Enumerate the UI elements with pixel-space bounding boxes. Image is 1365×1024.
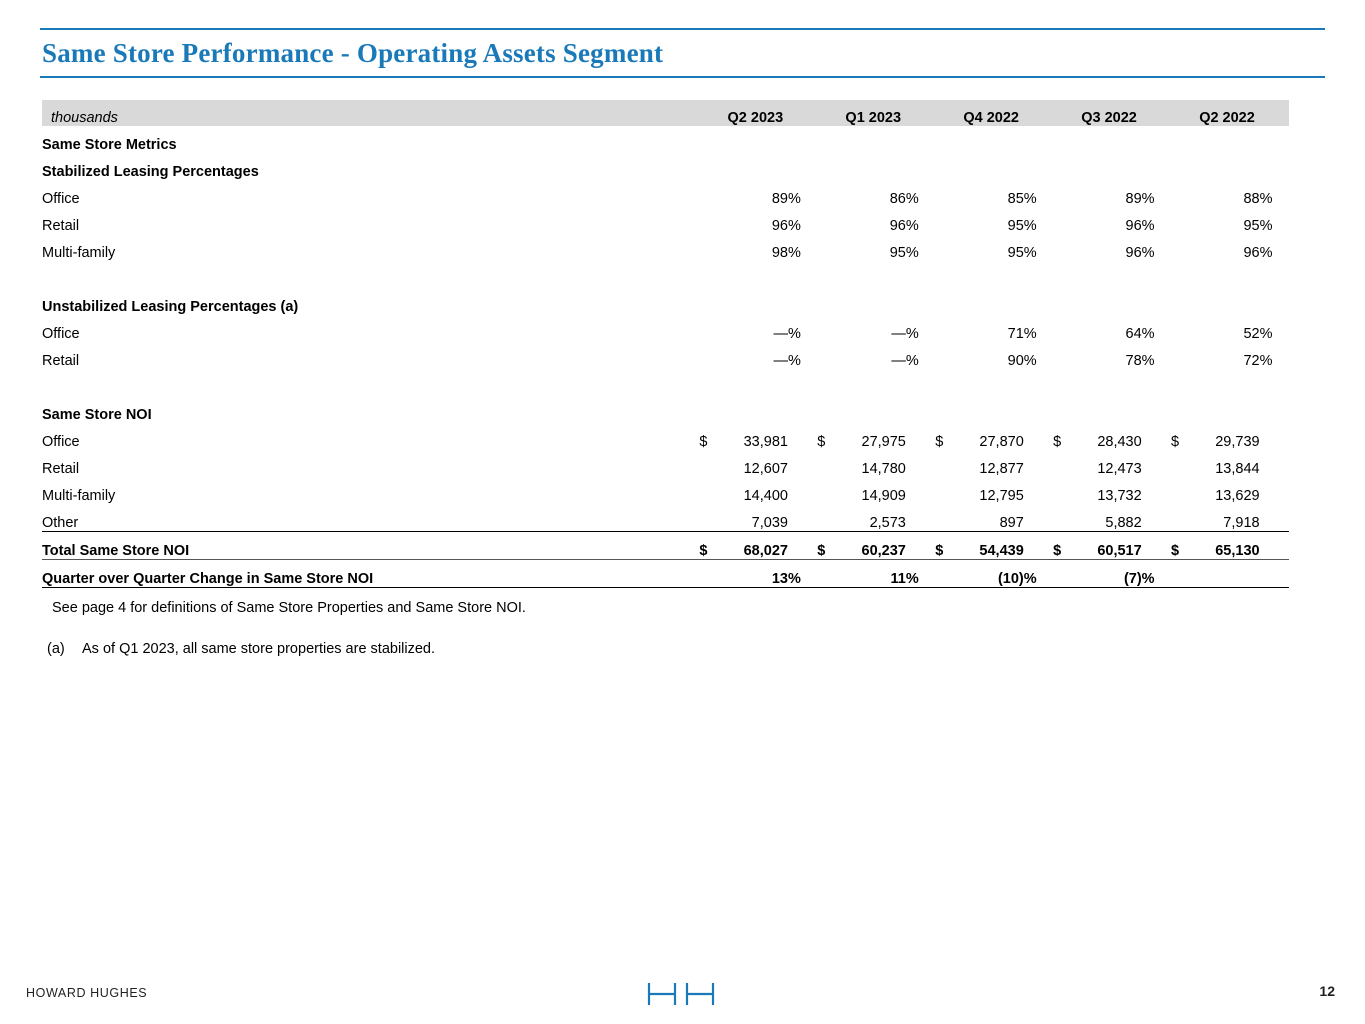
cell-noi-other-q3-2022: 5,882 bbox=[1105, 515, 1142, 531]
column-header-q3-2022: Q3 2022 bbox=[1053, 100, 1171, 126]
cell-stabilized-retail-q1-2023: 96 bbox=[889, 218, 906, 234]
cell-noi-multifamily-q4-2022: 12,795 bbox=[979, 488, 1024, 504]
cell-noi-office-q2-2023: 33,981 bbox=[743, 434, 788, 450]
spacer-row bbox=[42, 369, 1289, 396]
title-rule-bottom bbox=[40, 76, 1325, 78]
unit-percent: % bbox=[905, 353, 919, 369]
column-header-q1-2023: Q1 2023 bbox=[817, 100, 935, 126]
unit-percent: % bbox=[1141, 191, 1155, 207]
subheading-stabilized-leasing: Stabilized Leasing Percentages bbox=[42, 164, 259, 180]
unit-percent: % bbox=[1142, 560, 1171, 588]
unit-percent: % bbox=[1023, 218, 1037, 234]
cell-stabilized-multifamily-q3-2022: 96 bbox=[1125, 245, 1142, 261]
unit-percent: % bbox=[1259, 245, 1273, 261]
cell-total-noi-q3-2022: 60,517 bbox=[1077, 532, 1142, 560]
cell-stabilized-office-q4-2022: 85 bbox=[1007, 191, 1024, 207]
currency-symbol: $ bbox=[1171, 532, 1194, 560]
cell-total-noi-q4-2022: 54,439 bbox=[959, 532, 1024, 560]
unit-percent: % bbox=[1141, 218, 1155, 234]
row-label-stabilized-office: Office bbox=[42, 191, 80, 207]
row-label-qoq-change: Quarter over Quarter Change in Same Store NOI bbox=[42, 560, 699, 588]
currency-blank bbox=[1053, 207, 1076, 234]
table-row bbox=[42, 234, 1289, 261]
currency-blank bbox=[1171, 207, 1194, 234]
spacer-row bbox=[42, 261, 1289, 288]
column-header-q4-2022: Q4 2022 bbox=[935, 100, 1053, 126]
cell-stabilized-retail-q2-2022: 95 bbox=[1243, 218, 1260, 234]
cell-unstabilized-retail-q2-2023: — bbox=[773, 353, 788, 369]
currency-blank bbox=[1053, 180, 1076, 207]
unit-percent: % bbox=[1023, 353, 1037, 369]
currency-blank bbox=[1053, 234, 1076, 261]
cell-change-q2-2023: 13 bbox=[723, 560, 788, 588]
cell-unstabilized-office-q2-2022: 52 bbox=[1243, 326, 1260, 342]
cell-stabilized-office-q1-2023: 86 bbox=[889, 191, 906, 207]
currency-blank bbox=[699, 180, 722, 207]
same-store-performance-table bbox=[42, 100, 1289, 588]
section-heading-row bbox=[42, 126, 1289, 153]
unit-percent: % bbox=[1259, 326, 1273, 342]
cell-stabilized-office-q2-2022: 88 bbox=[1243, 191, 1260, 207]
cell-stabilized-office-q3-2022: 89 bbox=[1125, 191, 1142, 207]
cell-unstabilized-retail-q2-2022: 72 bbox=[1243, 353, 1260, 369]
currency-blank bbox=[699, 207, 722, 234]
currency-blank bbox=[1053, 342, 1076, 369]
cell-noi-other-q2-2022: 7,918 bbox=[1223, 515, 1260, 531]
currency-blank bbox=[935, 234, 958, 261]
row-label-total-same-store-noi: Total Same Store NOI bbox=[42, 532, 699, 560]
cell-unstabilized-office-q3-2022: 64 bbox=[1125, 326, 1142, 342]
unit-percent: % bbox=[1141, 245, 1155, 261]
unit-percent: % bbox=[905, 218, 919, 234]
cell-noi-retail-q1-2023: 14,780 bbox=[861, 461, 906, 477]
table-header-row bbox=[42, 100, 1289, 126]
note-a-text: As of Q1 2023, all same store properties are stabilized. bbox=[82, 641, 436, 657]
note-definitions: See page 4 for definitions of Same Store Properties and Same Store NOI. bbox=[52, 600, 526, 616]
currency-blank bbox=[1171, 180, 1194, 207]
column-header-q2-2023: Q2 2023 bbox=[699, 100, 817, 126]
currency-blank bbox=[1171, 234, 1194, 261]
unit-percent: % bbox=[905, 245, 919, 261]
cell-noi-retail-q2-2023: 12,607 bbox=[743, 461, 788, 477]
cell-noi-retail-q2-2022: 13,844 bbox=[1215, 461, 1260, 477]
cell-unstabilized-retail-q4-2022: 90 bbox=[1007, 353, 1024, 369]
unit-percent: % bbox=[787, 353, 801, 369]
cell-noi-office-q2-2022: 29,739 bbox=[1215, 434, 1260, 450]
cell-stabilized-retail-q4-2022: 95 bbox=[1007, 218, 1024, 234]
currency-blank bbox=[1171, 315, 1194, 342]
section-heading-same-store-noi: Same Store NOI bbox=[42, 407, 152, 423]
cell-stabilized-office-q2-2023: 89 bbox=[771, 191, 788, 207]
cell-total-noi-q2-2023: 68,027 bbox=[723, 532, 788, 560]
cell-noi-retail-q4-2022: 12,877 bbox=[979, 461, 1024, 477]
cell-noi-multifamily-q2-2022: 13,629 bbox=[1215, 488, 1260, 504]
currency-symbol: $ bbox=[935, 532, 958, 560]
cell-noi-multifamily-q2-2023: 14,400 bbox=[743, 488, 788, 504]
cell-total-noi-q2-2022: 65,130 bbox=[1194, 532, 1259, 560]
unit-percent: % bbox=[1259, 218, 1273, 234]
note-a-marker: (a) bbox=[47, 641, 65, 657]
table-row bbox=[42, 477, 1289, 504]
cell-noi-retail-q3-2022: 12,473 bbox=[1097, 461, 1142, 477]
currency-symbol: $ bbox=[935, 434, 944, 450]
currency-blank bbox=[817, 342, 840, 369]
unit-percent: % bbox=[1141, 326, 1155, 342]
section-heading-same-store-metrics: Same Store Metrics bbox=[42, 137, 177, 153]
currency-blank bbox=[1171, 342, 1194, 369]
currency-blank bbox=[935, 342, 958, 369]
unit-percent: % bbox=[787, 191, 801, 207]
cell-noi-office-q3-2022: 28,430 bbox=[1097, 434, 1142, 450]
cell-change-q4-2022: (10) bbox=[959, 560, 1024, 588]
subsection-heading-row bbox=[42, 288, 1289, 315]
cell-unstabilized-office-q2-2023: — bbox=[773, 326, 788, 342]
currency-blank bbox=[699, 342, 722, 369]
table-row bbox=[42, 450, 1289, 477]
units-label: thousands bbox=[42, 100, 699, 126]
currency-blank bbox=[699, 234, 722, 261]
unit-percent: % bbox=[787, 218, 801, 234]
row-label-unstabilized-retail: Retail bbox=[42, 353, 80, 369]
currency-symbol: $ bbox=[817, 434, 826, 450]
unit-percent: % bbox=[787, 326, 801, 342]
subheading-unstabilized-leasing: Unstabilized Leasing Percentages (a) bbox=[42, 299, 299, 315]
currency-blank bbox=[817, 207, 840, 234]
howard-hughes-logo-icon bbox=[641, 978, 721, 1010]
section-heading-row bbox=[42, 396, 1289, 423]
cell-stabilized-multifamily-q2-2022: 96 bbox=[1243, 245, 1260, 261]
row-label-stabilized-multi-family: Multi-family bbox=[42, 245, 116, 261]
row-label-unstabilized-office: Office bbox=[42, 326, 80, 342]
subsection-heading-row bbox=[42, 153, 1289, 180]
unit-percent: % bbox=[1024, 560, 1053, 588]
cell-noi-office-q1-2023: 27,975 bbox=[861, 434, 906, 450]
cell-total-noi-q1-2023: 60,237 bbox=[841, 532, 906, 560]
title-rule-top bbox=[40, 28, 1325, 30]
unit-percent: % bbox=[1259, 353, 1273, 369]
row-label-noi-office: Office bbox=[42, 434, 80, 450]
total-row bbox=[42, 532, 1289, 560]
cell-noi-multifamily-q1-2023: 14,909 bbox=[861, 488, 906, 504]
currency-symbol: $ bbox=[817, 532, 840, 560]
cell-change-q1-2023: 11 bbox=[841, 560, 906, 588]
cell-unstabilized-retail-q3-2022: 78 bbox=[1125, 353, 1142, 369]
cell-noi-other-q4-2022: 897 bbox=[999, 515, 1024, 531]
unit-percent: % bbox=[788, 560, 817, 588]
currency-blank bbox=[935, 315, 958, 342]
currency-blank bbox=[817, 180, 840, 207]
unit-percent: % bbox=[787, 245, 801, 261]
row-label-noi-multi-family: Multi-family bbox=[42, 488, 116, 504]
table-row bbox=[42, 315, 1289, 342]
table-row bbox=[42, 207, 1289, 234]
footer-brand: HOWARD HUGHES bbox=[26, 986, 148, 1000]
column-header-q2-2022: Q2 2022 bbox=[1171, 100, 1289, 126]
currency-blank bbox=[1053, 315, 1076, 342]
cell-stabilized-multifamily-q4-2022: 95 bbox=[1007, 245, 1024, 261]
unit-percent: % bbox=[1023, 191, 1037, 207]
unit-percent: % bbox=[905, 191, 919, 207]
currency-blank bbox=[935, 180, 958, 207]
cell-noi-multifamily-q3-2022: 13,732 bbox=[1097, 488, 1142, 504]
cell-stabilized-multifamily-q2-2023: 98 bbox=[771, 245, 788, 261]
cell-stabilized-retail-q2-2023: 96 bbox=[771, 218, 788, 234]
currency-blank bbox=[817, 234, 840, 261]
unit-percent: % bbox=[906, 560, 935, 588]
cell-change-q3-2022: (7) bbox=[1077, 560, 1142, 588]
cell-unstabilized-office-q1-2023: — bbox=[891, 326, 906, 342]
unit-percent: % bbox=[905, 326, 919, 342]
change-row bbox=[42, 560, 1289, 588]
unit-percent: % bbox=[1259, 191, 1273, 207]
cell-change-q2-2022 bbox=[1194, 560, 1259, 588]
unit-percent: % bbox=[1141, 353, 1155, 369]
row-label-noi-retail: Retail bbox=[42, 461, 80, 477]
currency-blank bbox=[699, 315, 722, 342]
page-number: 12 bbox=[1319, 983, 1335, 999]
currency-symbol: $ bbox=[1171, 434, 1180, 450]
cell-unstabilized-office-q4-2022: 71 bbox=[1007, 326, 1024, 342]
table-row bbox=[42, 423, 1289, 450]
cell-noi-office-q4-2022: 27,870 bbox=[979, 434, 1024, 450]
currency-symbol: $ bbox=[1053, 532, 1076, 560]
cell-noi-other-q1-2023: 2,573 bbox=[869, 515, 906, 531]
page-title: Same Store Performance - Operating Assets Segment bbox=[42, 38, 664, 68]
currency-symbol: $ bbox=[699, 532, 722, 560]
currency-blank bbox=[817, 315, 840, 342]
table-row bbox=[42, 180, 1289, 207]
currency-symbol: $ bbox=[1053, 434, 1062, 450]
unit-percent: % bbox=[1023, 245, 1037, 261]
row-label-noi-other: Other bbox=[42, 515, 79, 531]
cell-stabilized-retail-q3-2022: 96 bbox=[1125, 218, 1142, 234]
cell-stabilized-multifamily-q1-2023: 95 bbox=[889, 245, 906, 261]
currency-symbol: $ bbox=[699, 434, 708, 450]
table-row bbox=[42, 504, 1289, 532]
row-label-stabilized-retail: Retail bbox=[42, 218, 80, 234]
currency-blank bbox=[935, 207, 958, 234]
cell-unstabilized-retail-q1-2023: — bbox=[891, 353, 906, 369]
unit-percent: % bbox=[1023, 326, 1037, 342]
table-row bbox=[42, 342, 1289, 369]
cell-noi-other-q2-2023: 7,039 bbox=[751, 515, 788, 531]
